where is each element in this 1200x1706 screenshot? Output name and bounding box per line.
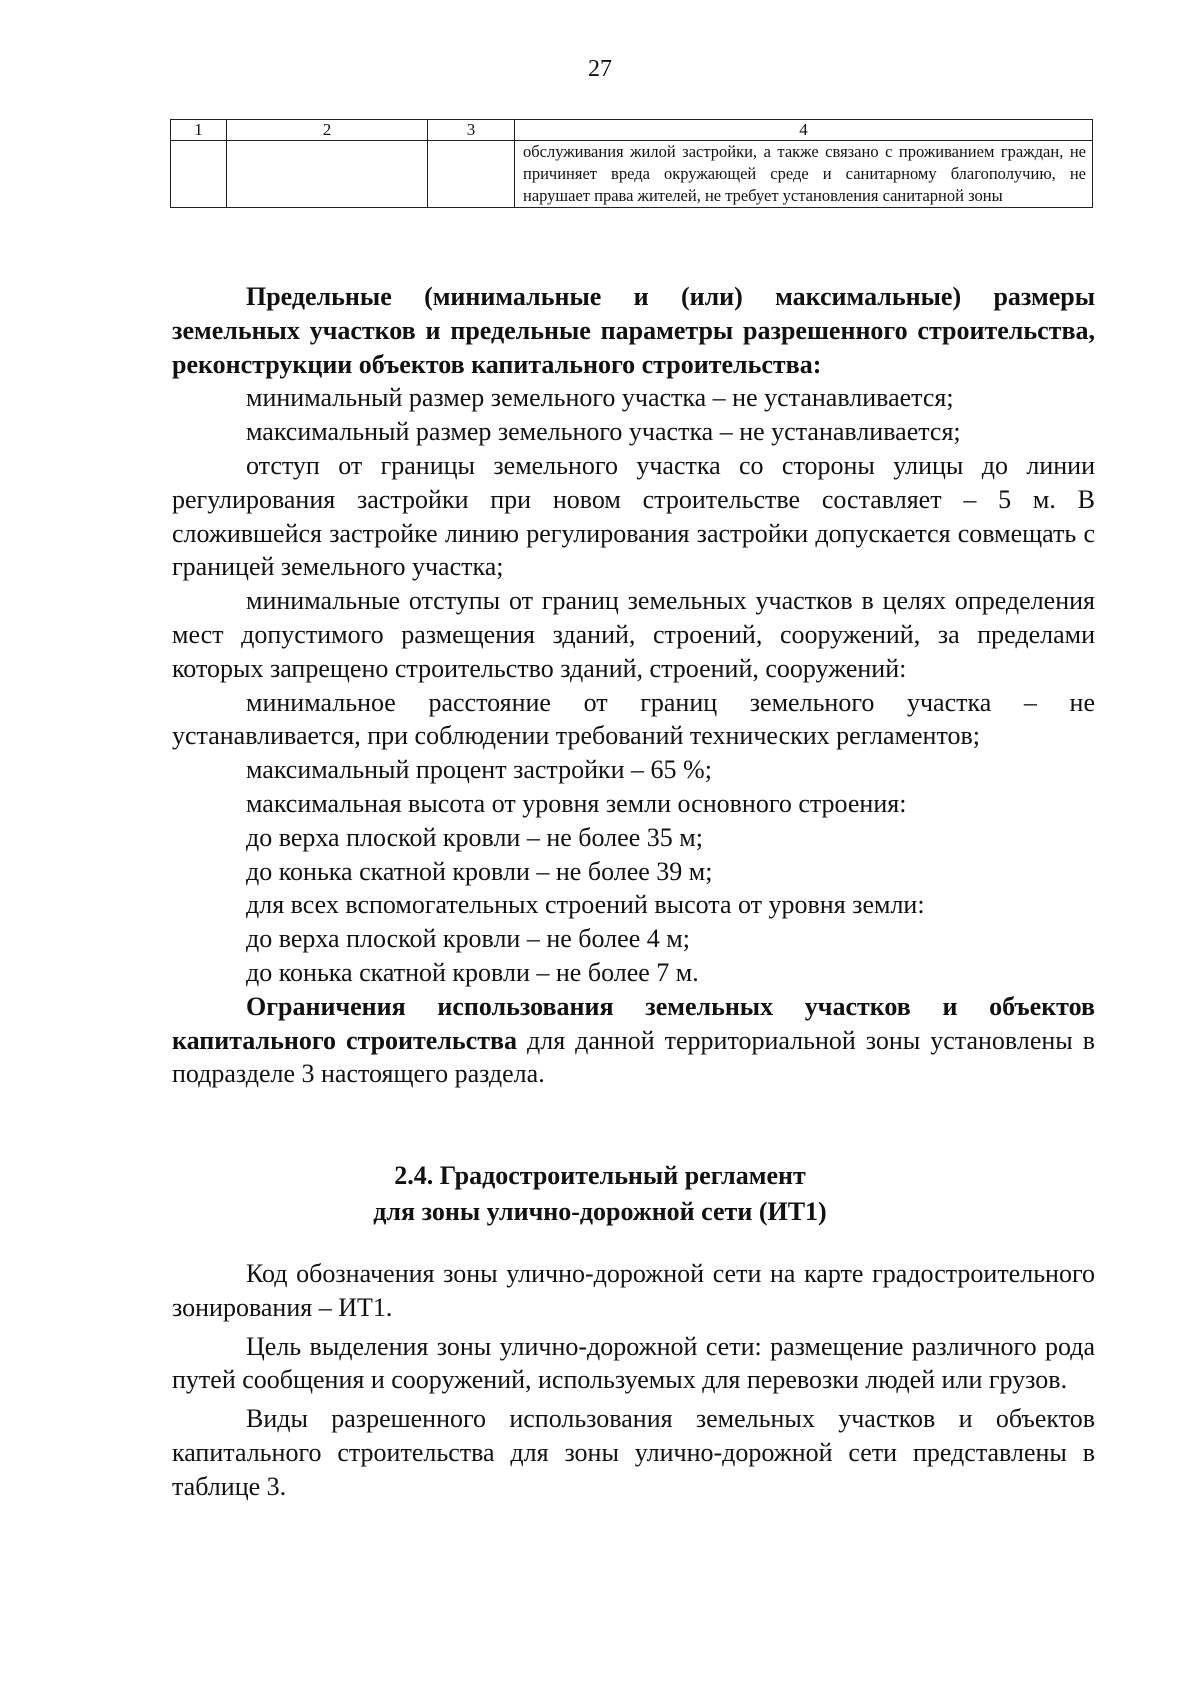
table-header-row: [171, 120, 1093, 141]
table-cell: [171, 141, 227, 208]
paragraph: Цель выделения зоны улично-дорожной сети: размещение различного рода путей сообщения и сооружений, используемых для перевозки людей или грузов.: [172, 1331, 1095, 1395]
limits-section: [172, 280, 1095, 1091]
table-cell-description: обслуживания жилой застройки, а также связано с проживанием граждан, не причиняет вреда окружающей среде и санитарному благополучию, не нарушает права жителей, не требует установления санитарной зоны: [515, 141, 1093, 208]
section-heading: [0, 1158, 1200, 1230]
table-header-cell: 3: [428, 120, 515, 141]
param-item: минимальное расстояние от границ земельного участка – не устанавливается, при соблюдении требований технических регламентов;: [172, 687, 1095, 751]
param-item: максимальная высота от уровня земли основного строения:: [246, 788, 907, 818]
restrictions-rest: для данной территориальной зоны установлены в подразделе 3 настоящего раздела.: [172, 1025, 1095, 1089]
paragraph: Виды разрешенного использования земельных участков и объектов капитального строительства для зоны улично-дорожной сети представлены в таблице 3.: [172, 1404, 1095, 1501]
param-item: для всех вспомогательных строений высота от уровня земли:: [246, 890, 925, 920]
table-header-cell: 2: [227, 120, 428, 141]
section-heading-line: 2.4. Градостроительный регламент: [394, 1161, 806, 1190]
param-item: до конька скатной кровли – не более 39 м;: [246, 856, 713, 886]
table-cell: [428, 141, 515, 208]
param-item: до верха плоской кровли – не более 4 м;: [246, 924, 690, 954]
table-row: [171, 141, 1093, 208]
table-header-cell: 1: [171, 120, 227, 141]
param-item: максимальный процент застройки – 65 %;: [246, 755, 712, 785]
param-item: до конька скатной кровли – не более 7 м.: [246, 957, 699, 987]
zone-description: [172, 1257, 1095, 1509]
paragraph: Код обозначения зоны улично-дорожной сети на карте градостроительного зонирования – ИТ1.: [172, 1259, 1095, 1322]
param-item: минимальные отступы от границ земельных участков в целях определения мест допустимого размещения зданий, строений, сооружений, за пределами которых запрещено строительство зданий, строений, сооружений:: [172, 586, 1095, 683]
param-item: максимальный размер земельного участка – не устанавливается;: [246, 417, 961, 447]
restrictions-bold: Ограничения использования земельных участков и объектов капитального строительства: [172, 991, 1095, 1055]
page-number: 27: [588, 56, 612, 82]
limits-heading: Предельные (минимальные и (или) максимальные) размеры земельных участков и предельные параметры разрешенного строительства, реконструкции объектов капитального строительства:: [172, 282, 1095, 379]
restrictions-paragraph: [172, 990, 1095, 1091]
table-header-cell: 4: [515, 120, 1093, 141]
param-item: минимальный размер земельного участка – не устанавливается;: [246, 383, 954, 413]
continuation-table: [170, 119, 1093, 208]
section-heading-line: для зоны улично-дорожной сети (ИТ1): [373, 1197, 827, 1226]
param-item: отступ от границы земельного участка со стороны улицы до линии регулирования застройки при новом строительстве составляет – 5 м. В сложившейся застройке линию регулирования застройки допускается совмещать с границей земельного участка;: [172, 450, 1095, 582]
table-cell: [227, 141, 428, 208]
param-item: до верха плоской кровли – не более 35 м;: [246, 822, 703, 852]
